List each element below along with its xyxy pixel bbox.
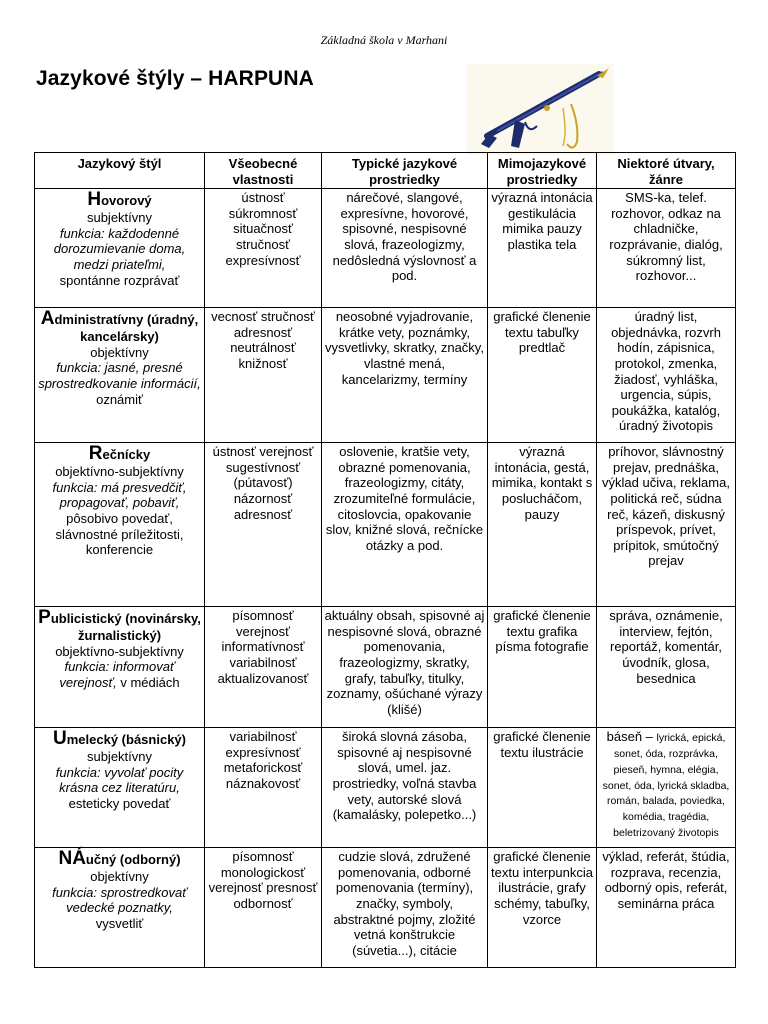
table-header-row [35,153,736,189]
style-name-cell [35,189,205,308]
style-desc: spontánne rozprávať [59,272,180,288]
style-initial: NÁ [58,848,86,870]
style-function: funkcia: sprostredkovať vedecké poznatky, [52,884,187,916]
genres-lead: báseň – [606,729,653,745]
style-desc: pôsobivo povedať, slávnostné príležitosti, konferencie [55,510,184,558]
style-function: funkcia: má presvedčiť, propagovať, pobaviť, [52,479,187,511]
table-row [35,728,736,848]
style-desc: oznámiť [96,391,143,407]
harpoon-gun-icon [467,64,614,155]
general-cell: variabilnosť expresívnosť metaforickosť náznakovosť [205,728,322,848]
genres-cell: správa, oznámenie, interview, fejtón, reportáž, komentár, úvodník, glosa, besednica [597,607,736,728]
nonlanguage-cell: grafické členenie textu tabuľky predtlač [488,308,597,443]
table-row [35,308,736,443]
genres-cell: príhovor, slávnostný prejav, prednáška, výklad učiva, reklama, politická reč, súdna reč, kázeň, diskusný príspevok, prívet, prípitok, smútočný prejav [597,443,736,607]
page-title: Jazykové štýly – HARPUNA [36,67,314,90]
style-name: ovorový [101,193,152,209]
language-cell: neosobné vyjadrovanie, krátke vety, poznámky, vysvetlivky, skratky, značky, vlastné mená, kancelarizmy, termíny [322,308,488,443]
style-function: funkcia: jasné, presné sprostredkovanie informácií, [38,360,201,391]
style-name-cell [35,607,205,728]
style-desc: objektívno-subjektívny [55,643,184,659]
style-desc: vysvetliť [95,915,144,931]
language-cell: oslovenie, kratšie vety, obrazné pomenovania, frazeologizmy, citáty, zrozumiteľné formulácie, citoslovcia, opakovanie slov, knižné slová, rečnícke otázky a pod. [322,443,488,607]
table-row [35,848,736,968]
column-header: Typické jazykové prostriedky [322,153,488,189]
genres-cell [597,728,736,848]
language-cell: cudzie slová, združené pomenovania, odborné pomenovania (termíny), značky, symboly, abstraktné pojmy, zložité vetná konštrukcie (súvetia...), citácie [322,848,488,968]
style-name-cell [35,443,205,607]
style-function: funkcia: vyvolať pocity krásna cez literatúru, [55,764,184,796]
style-name-cell [35,308,205,443]
style-function: funkcia: informovať verejnosť, [59,659,175,690]
general-cell: písomnosť monologickosť verejnosť presnosť odbornosť [205,848,322,968]
nonlanguage-cell: grafické členenie textu grafika písma fotografie [488,607,597,728]
school-header: Základná škola v Marhani [320,33,448,47]
table-row [35,607,736,728]
style-name: učný (odborný) [85,852,181,868]
style-function: funkcia: každodenné dorozumievanie doma, medzi priateľmi, [53,225,186,272]
style-desc: subjektívny [86,749,153,765]
general-cell: ústnosť verejnosť sugestívnosť (pútavosť) názornosť adresnosť [205,443,322,607]
style-desc: subjektívny [86,210,153,226]
style-name: ečnícky [102,447,151,463]
style-initial: U [53,728,67,750]
style-initial: H [87,189,102,211]
style-desc: esteticky povedať [68,795,171,811]
column-header: Všeobecné vlastnosti [205,153,322,189]
style-desc: objektívny [90,869,149,885]
style-desc: objektívno-subjektívny [55,464,184,480]
genres-cell: výklad, referát, štúdia, rozprava, recenzia, odborný opis, referát, seminárna práca [597,848,736,968]
column-header: Mimojazykové prostriedky [488,153,597,189]
table-row [35,189,736,308]
style-name-cell [35,848,205,968]
style-initial: A [40,308,55,330]
style-name-cell [35,728,205,848]
language-cell: široká slovná zásoba, spisovné aj nespisovné slová, umel. jaz. prostriedky, voľná stavba vety, autorské slová (kamalásky, polepetko...) [322,728,488,848]
nonlanguage-cell: výrazná intonácia, gestá, mimika, kontakt s poslucháčom, pauzy [488,443,597,607]
genres-cell: SMS-ka, telef. rozhovor, odkaz na chladničke, rozprávanie, dialóg, súkromný list, rozhovor... [597,189,736,308]
styles-table [34,152,736,968]
style-initial: R [88,443,103,465]
nonlanguage-cell: výrazná intonácia gestikulácia mimika pauzy plastika tela [488,189,597,308]
general-cell: písomnosť verejnosť informatívnosť variabilnosť aktualizovanosť [205,607,322,728]
column-header: Niektoré útvary, žánre [597,153,736,189]
style-desc: v médiách [120,674,180,690]
style-name: dministratívny (úradný, kancelársky) [54,312,199,345]
language-cell: aktuálny obsah, spisovné aj nespisovné slová, obrazné pomenovania, frazeologizmy, skratky, grafy, tabuľky, titulky, zoznamy, ošúchané výrazy (klišé) [322,607,488,728]
style-desc: objektívny [90,344,149,360]
style-initial: P [38,607,51,629]
genres-cell: úradný list, objednávka, rozvrh hodín, zápisnica, protokol, zmenka, žiadosť, vyhláška, urgencia, súpis, poukážka, katalóg, úradný životopis [597,308,736,443]
general-cell: vecnosť stručnosť adresnosť neutrálnosť knižnosť [205,308,322,443]
style-name: ublicistický (novinársky, žurnalistický) [50,611,201,644]
language-cell: nárečové, slangové, expresívne, hovorové, spisovné, nespisovné slová, frazeologizmy, nedôsledná výslovnosť a pod. [322,189,488,308]
style-name: melecký (básnický) [66,732,186,748]
general-cell: ústnosť súkromnosť situačnosť stručnosť expresívnosť [205,189,322,308]
table-row [35,443,736,607]
nonlanguage-cell: grafické členenie textu interpunkcia ilustrácie, grafy schémy, tabuľky, vzorce [488,848,597,968]
nonlanguage-cell: grafické členenie textu ilustrácie [488,728,597,848]
column-header: Jazykový štýl [35,153,205,189]
genres-list: lyrická, epická, sonet, óda, rozprávka, pieseň, hymna, elégia, sonet, óda, lyrická skladba, román, balada, poviedka, komédia, tragédia, beletrizovaný životopis [602,732,730,839]
